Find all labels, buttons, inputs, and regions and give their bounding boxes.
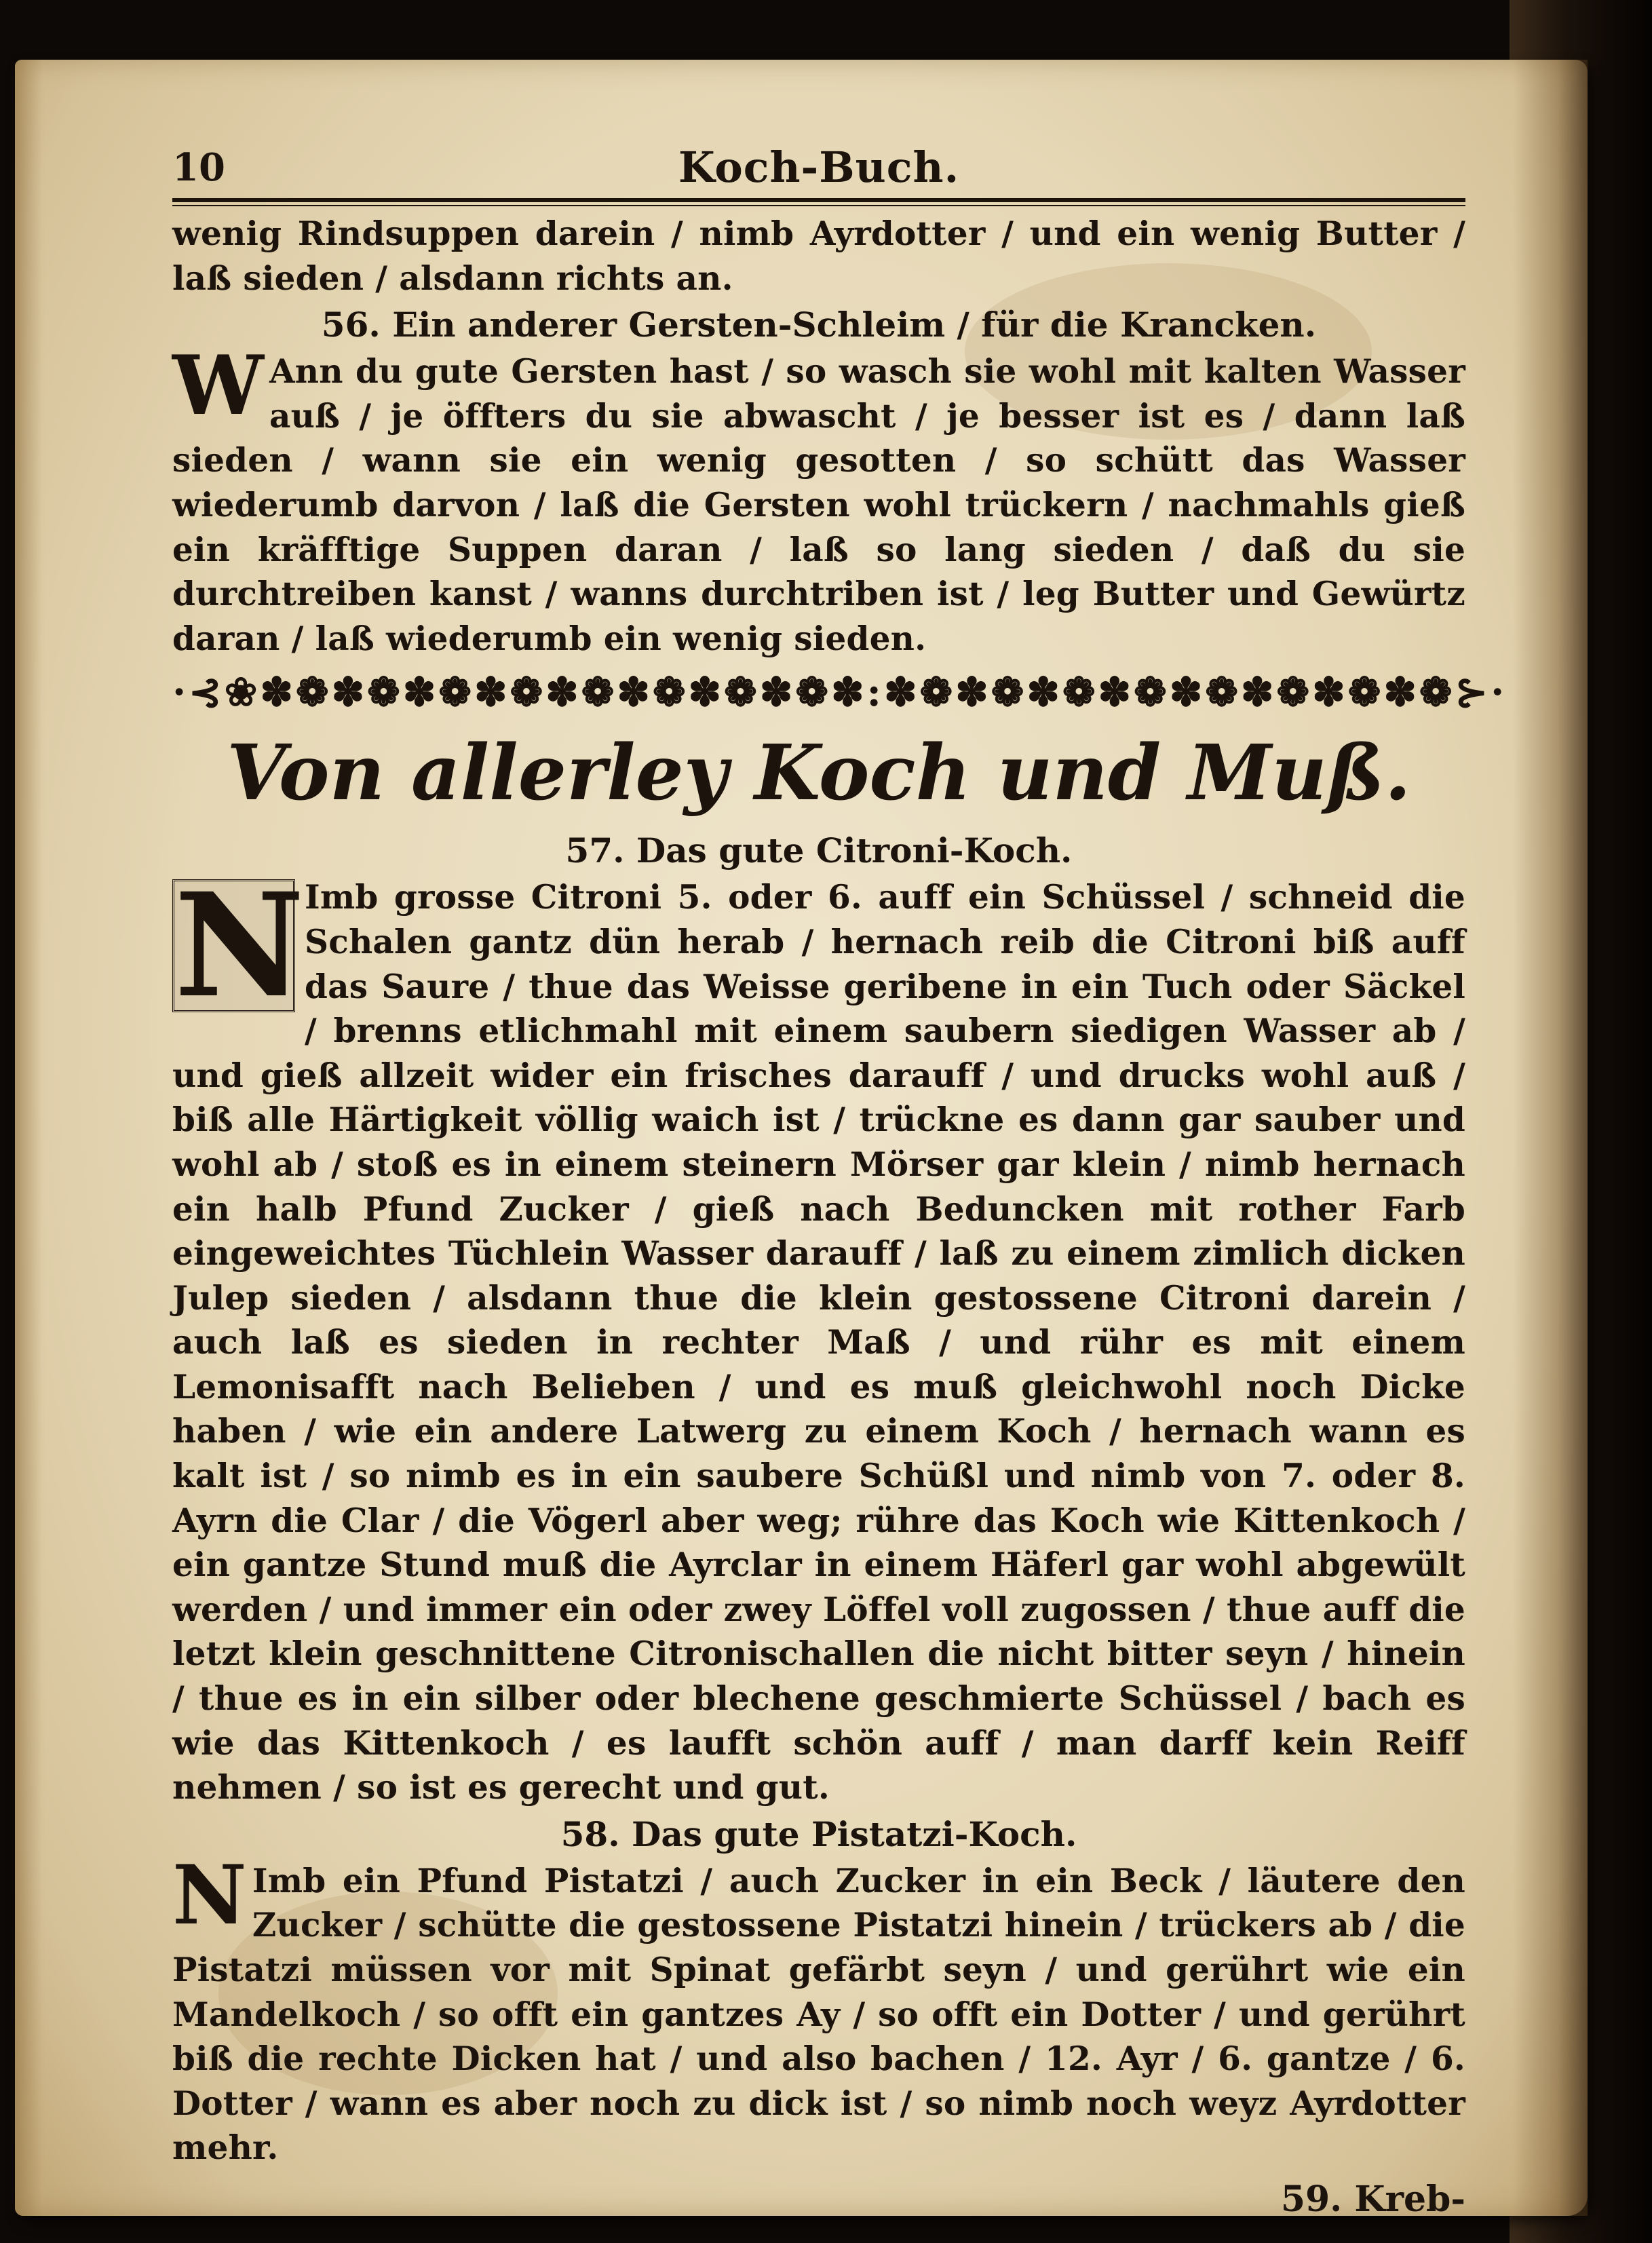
decorative-ornament-border: ·⊰❀✽❁✽❁✽❁✽❁✽❁✽❁✽❁✽❁✽:✽❁✽❁✽❁✽❁✽❁✽❁✽❁✽❁⊱· bbox=[172, 669, 1507, 716]
catchword-row bbox=[172, 2170, 1465, 2231]
page-content bbox=[172, 140, 1507, 2231]
recipe-58-body bbox=[172, 1847, 1465, 2170]
carryover-paragraph: wenig Rindsuppen darein / nimb Ayrdotter / und ein wenig Butter / laß sieden / alsdann richts an. bbox=[172, 214, 1465, 298]
decorated-initial: N bbox=[172, 879, 295, 1012]
recipe-58-title: 58. Das gute Pistatzi-Koch. bbox=[560, 1814, 1077, 1854]
catchword: 59. Kreb- bbox=[1280, 2178, 1465, 2220]
book-page bbox=[15, 60, 1588, 2220]
header-rule-thin bbox=[172, 205, 1465, 206]
header-rule bbox=[172, 198, 1465, 202]
running-title: Koch-Buch. bbox=[678, 142, 960, 192]
page-header bbox=[172, 140, 1465, 198]
drop-cap: N bbox=[172, 1847, 247, 1943]
recipe-57-title: 57. Das gute Citroni-Koch. bbox=[565, 830, 1073, 871]
page-gutter-shadow bbox=[1513, 60, 1588, 2216]
drop-cap: W bbox=[172, 338, 264, 434]
recipe-57-text: Imb grosse Citroni 5. oder 6. auff ein Schüssel / schneid die Schalen gantz dün herab / hernach reib die Citroni biß auff das Saure / thue das Weisse geribene in ein Tuch oder Säckel / brenns etlichmahl mit einem saubern siedigen Wasser ab / und gieß allzeit wider ein frisches darauff / und drucks wohl auß / biß alle Härtigkeit völlig waich ist / trückne es dann gar sauber und wohl ab / stoß es in einem steinern Mörser gar klein / nimb hernach ein halb Pfund Zucker / gieß nach Beduncken mit rother Farb eingeweichtes Tüchlein Wasser darauff / laß zu einem zimlich dicken Julep sieden / alsdann thue die klein gestossene Citroni darein / auch laß es sieden in rechter Maß / und rühr es mit einem Lemonisafft nach Belieben / und es muß gleichwohl noch Dicke haben / wie ein andere Latwerg zu einem Koch / hernach wann es kalt ist / so nimb es in ein saubere Schüßl und nimb von 7. oder 8. Ayrn die Clar / die Vögerl aber weg; rühre das Koch wie Kittenkoch / ein gantze Stund muß die Ayrclar in einem Häferl gar wohl abgewült werden / und immer ein oder zwey Löffel voll zugossen / thue auff die letzt klein geschnittene Citronischallen die nicht bitter seyn / hinein / thue es in ein silber oder blechene geschmierte Schüssel / bach es wie das Kittenkoch / es laufft schön auff / man darff kein Reiff nehmen / so ist es gerecht und gut. bbox=[172, 878, 1465, 1807]
recipe-58-text: Imb ein Pfund Pistatzi / auch Zucker in ein Beck / läutere den Zucker / schütte die gestossene Pistatzi hinein / trückers ab / die Pistatzi müssen vor mit Spinat gefärbt seyn / und gerührt wie ein Mandelkoch / so offt ein gantzes Ay / so offt ein Dotter / und gerührt biß die rechte Dicken hat / und also bachen / 12. Ayr / 6. gantze / 6. Dotter / wann es aber noch zu dick ist / so nimb noch weyz Ayrdotter mehr. bbox=[172, 1861, 1465, 2168]
page-number: 10 bbox=[172, 145, 225, 190]
recipe-57-body bbox=[172, 862, 1465, 1809]
section-title: Von allerley Koch und Muß. bbox=[227, 729, 1411, 818]
recipe-56-text: Ann du gute Gersten hast / so wasch sie wohl mit kalten Wasser auß / je öffters du sie abwascht / je besser ist es / dann laß sieden / wann sie ein wenig gesotten / so schütt das Wasser wiederumb darvon / laß die Gersten wohl trückern / nachmahls gieß ein kräfftige Suppen daran / laß so lang sieden / daß du sie durchtreiben kanst / wanns durchtriben ist / leg Butter und Gewürtz daran / laß wiederumb ein wenig sieden. bbox=[172, 352, 1465, 658]
page-edge-shadow bbox=[15, 60, 42, 2216]
recipe-56-title: 56. Ein anderer Gersten-Schleim / für die Krancken. bbox=[321, 305, 1317, 345]
recipe-56-body bbox=[172, 338, 1465, 661]
